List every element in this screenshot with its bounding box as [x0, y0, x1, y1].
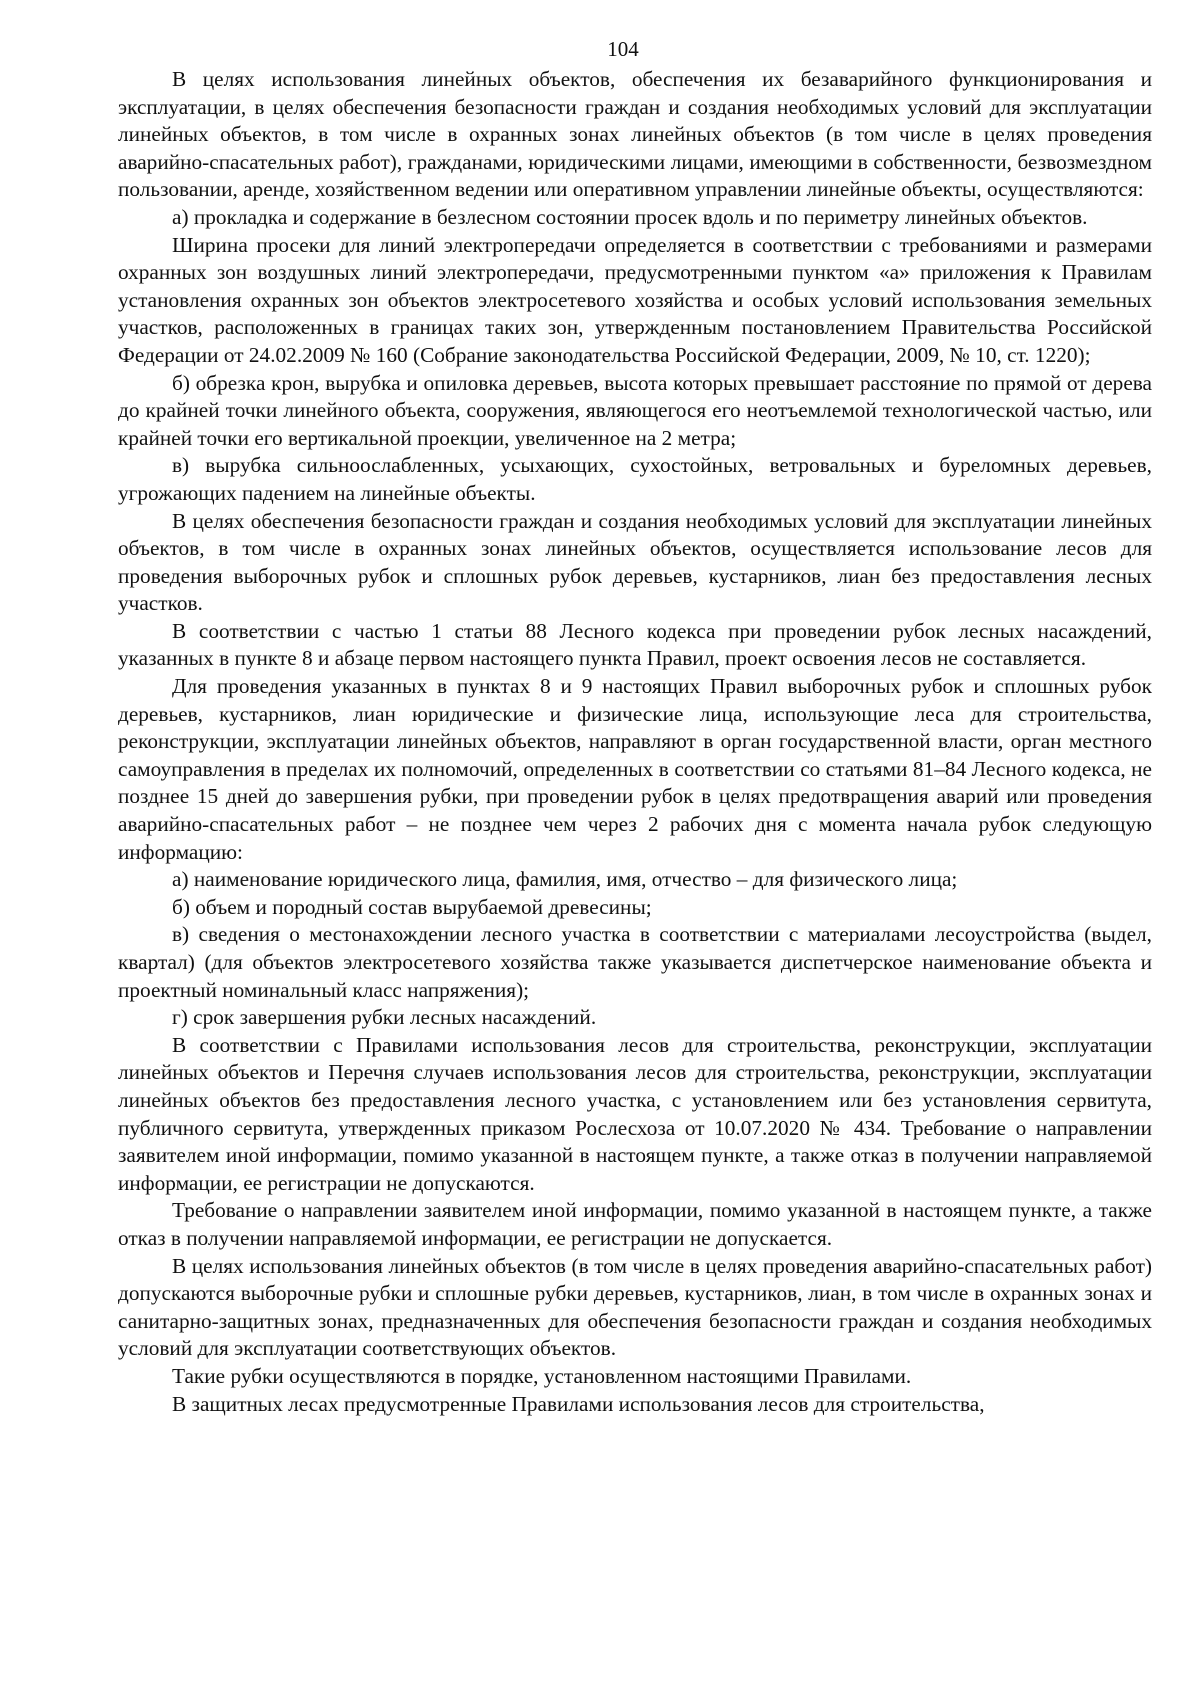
- paragraph: г) срок завершения рубки лесных насаждений.: [172, 1005, 597, 1030]
- paragraph: Для проведения указанных в пунктах 8 и 9 настоящих Правил выборочных рубок и сплошных рубок деревьев, кустарников, лиан юридические и физические лица, использующие леса для строительства, реконструкции, эксплуатации линейных объектов, направляют в орган государственной власти, орган местного самоуправления в пределах их полномочий, определенных в соответствии со статьями 81–84 Лесного кодекса, не позднее 15 дней до завершения рубки, при проведении рубок в целях предотвращения аварий или проведения аварийно-спасательных работ – не позднее чем через 2 рабочих дня с момента начала рубок следующую информацию:: [118, 674, 1152, 864]
- page-number: 104: [607, 37, 639, 61]
- document-body: [118, 66, 1152, 1418]
- paragraph: Требование о направлении заявителем иной информации, помимо указанной в настоящем пункте, а также отказ в получении направляемой информации, ее регистрации не допускается.: [118, 1198, 1152, 1250]
- paragraph: а) наименование юридического лица, фамилия, имя, отчество – для физического лица;: [172, 867, 958, 892]
- paragraph: в) сведения о местонахождении лесного участка в соответствии с материалами лесоустройства (выдел, квартал) (для объектов электросетевого хозяйства также указывается диспетчерское наименование объекта и проектный номинальный класс напряжения);: [118, 922, 1152, 1002]
- paragraph: В соответствии с Правилами использования лесов для строительства, реконструкции, эксплуатации линейных объектов и Перечня случаев использования лесов для строительства, реконструкции, эксплуатации линейных объектов без предоставления лесного участка, с установлением или без установления сервитута, публичного сервитута, утвержденных приказом Рослесхоза от 10.07.2020 № 434. Требование о направлении заявителем иной информации, помимо указанной в настоящем пункте, а также отказ в получении направляемой информации, ее регистрации не допускаются.: [118, 1032, 1152, 1195]
- paragraph: В целях обеспечения безопасности граждан и создания необходимых условий для эксплуатации линейных объектов, в том числе в охранных зонах линейных объектов, осуществляется использование лесов для проведения выборочных рубок и сплошных рубок деревьев, кустарников, лиан без предоставления лесных участков.: [118, 508, 1152, 616]
- paragraph: В соответствии с частью 1 статьи 88 Лесного кодекса при проведении рубок лесных насаждений, указанных в пункте 8 и абзаце первом настоящего пункта Правил, проект освоения лесов не составляется.: [118, 618, 1152, 671]
- paragraph: б) объем и породный состав вырубаемой древесины;: [172, 894, 652, 919]
- paragraph: Ширина просеки для линий электропередачи определяется в соответствии с требованиями и размерами охранных зон воздушных линий электропередачи, предусмотренными пунктом «а» приложения к Правилам установления охранных зон объектов электросетевого хозяйства и особых условий использования земельных участков, расположенных в границах таких зон, утвержденным постановлением Правительства Российской Федерации от 24.02.2009 № 160 (Собрание законодательства Российской Федерации, 2009, № 10, ст. 1220);: [118, 232, 1152, 367]
- paragraph: а) прокладка и содержание в безлесном состоянии просек вдоль и по периметру линейных объектов.: [172, 204, 1088, 229]
- paragraph: Такие рубки осуществляются в порядке, установленном настоящими Правилами.: [172, 1363, 912, 1388]
- paragraph: В целях использования линейных объектов, обеспечения их безаварийного функционирования и эксплуатации, в целях обеспечения безопасности граждан и создания необходимых условий для эксплуатации линейных объектов, в том числе в охранных зонах линейных объектов (в том числе в целях проведения аварийно-спасательных работ), гражданами, юридическими лицами, имеющими в собственности, безвозмездном пользовании, аренде, хозяйственном ведении или оперативном управлении линейные объекты, осуществляются:: [118, 67, 1152, 202]
- paragraph: в) вырубка сильноослабленных, усыхающих, сухостойных, ветровальных и буреломных деревьев, угрожающих падением на линейные объекты.: [118, 453, 1152, 505]
- paragraph: б) обрезка крон, вырубка и опиловка деревьев, высота которых превышает расстояние по прямой от дерева до крайней точки линейного объекта, сооружения, являющегося его неотъемлемой технологической частью, или крайней точки его вертикальной проекции, увеличенное на 2 метра;: [118, 370, 1152, 450]
- paragraph: В защитных лесах предусмотренные Правилами использования лесов для строительства,: [172, 1391, 985, 1416]
- paragraph: В целях использования линейных объектов (в том числе в целях проведения аварийно-спасательных работ) допускаются выборочные рубки и сплошные рубки деревьев, кустарников, лиан, в том числе в охранных зонах и санитарно-защитных зонах, предназначенных для обеспечения безопасности граждан и создания необходимых условий для эксплуатации соответствующих объектов.: [118, 1253, 1152, 1361]
